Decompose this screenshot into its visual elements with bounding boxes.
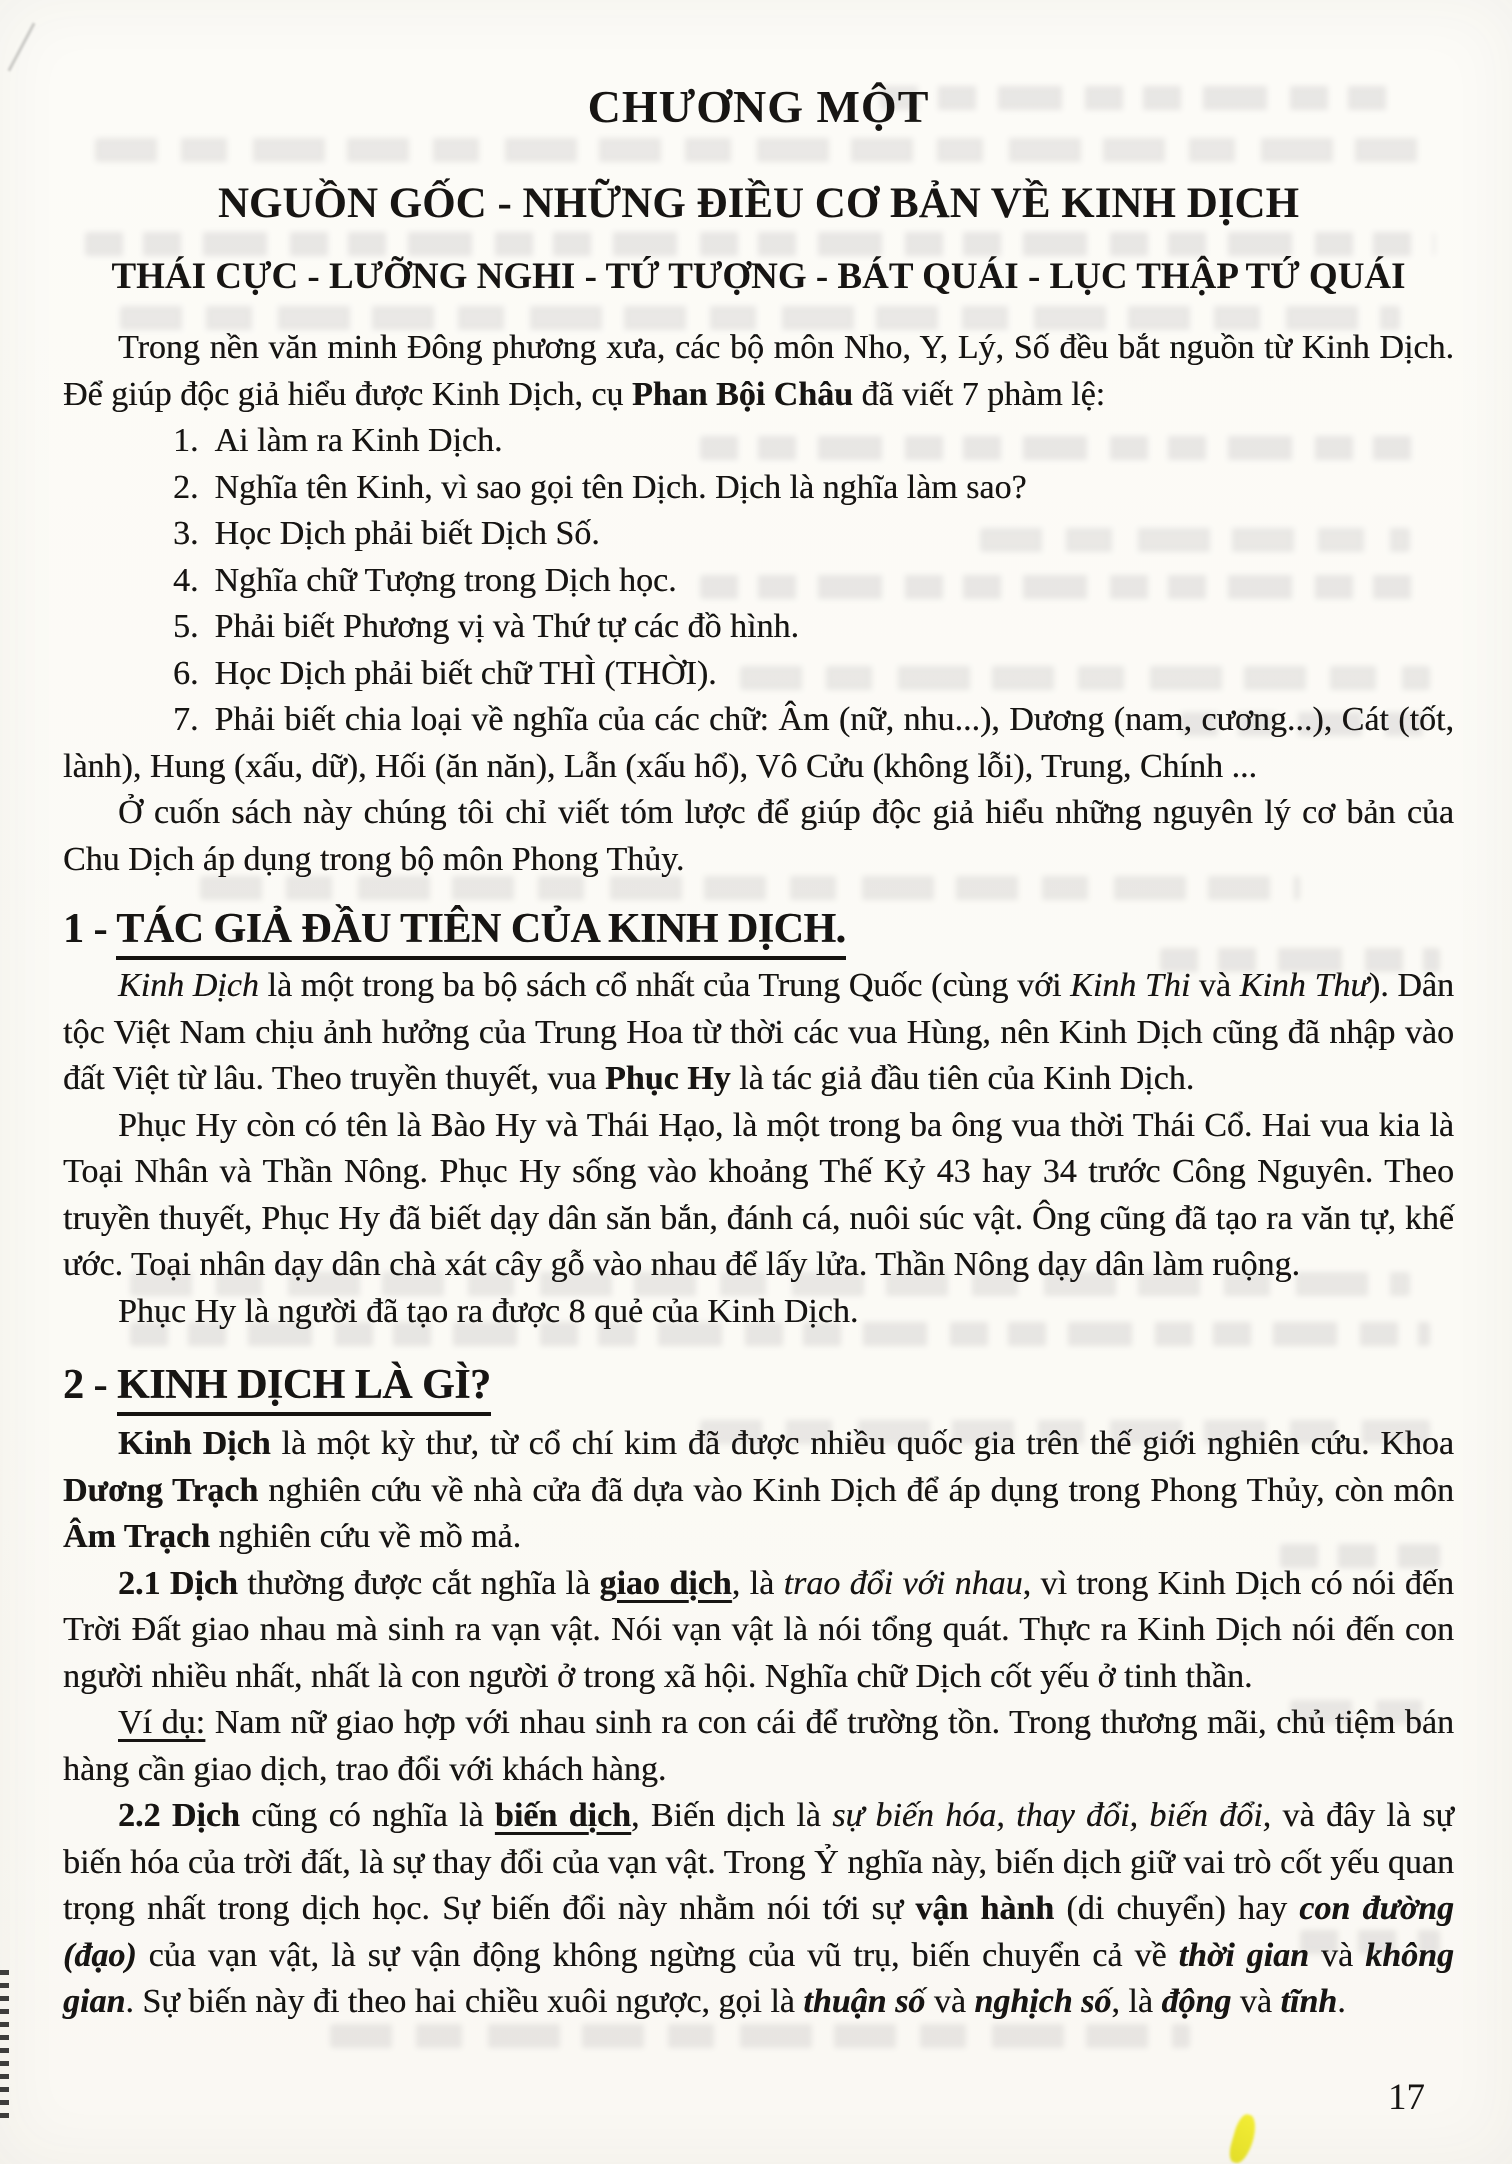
phamle-item-1 (63, 418, 1454, 465)
text-run: nghiên cứu về mồ mả. (210, 1518, 522, 1555)
term-trao-doi-voi-nhau: trao đổi với nhau (783, 1564, 1023, 1602)
term-su-bien-hoa: sự biến hóa, thay đổi, biến đổi, (832, 1797, 1272, 1834)
text-run: nghiên cứu về nhà cửa đã dựa vào Kinh Dịch để áp dụng trong Phong Thủy, còn môn (258, 1471, 1454, 1509)
term-kinh-dich: Kinh Dịch (118, 1425, 271, 1462)
section-title: TÁC GIẢ ĐẦU TIÊN CỦA KINH DỊCH. (116, 906, 845, 960)
section2-paragraph-1 (63, 1421, 1454, 1561)
text-run: thường được cắt nghĩa là (237, 1564, 600, 1602)
term-thoi-gian: thời gian (1178, 1936, 1310, 1974)
term-tinh: tĩnh (1280, 1983, 1338, 2020)
text-run: Nam nữ giao hợp với nhau sinh ra con cái để trường tồn. Trong thương mãi, chủ tiệm bán hàng cần giao dịch, trao đổi với khách hàng. (63, 1704, 1454, 1788)
text-run: ). Dân tộc Việt Nam chịu ảnh hưởng của Trung Hoa từ thời các vua Hùng, nên Kinh Dịch cũng đã nhập vào đất Việt từ lâu. Theo truyền thuyết, vua (63, 967, 1455, 1097)
list-number: 7. (173, 701, 199, 738)
text-run: , là (1111, 1983, 1162, 2020)
term-nghich-so: nghịch số (974, 1983, 1112, 2020)
section-title: KINH DỊCH LÀ GÌ? (117, 1362, 491, 1416)
text-run: là một kỳ thư, từ cổ chí kim đã được nhiều quốc gia trên thế giới nghiên cứu. Khoa (270, 1425, 1454, 1462)
intro-paragraph (63, 325, 1454, 418)
phamle-item-5 (63, 604, 1454, 651)
section-number: 2 - (63, 1362, 117, 1408)
term-phuc-hy: Phục Hy (605, 1060, 731, 1097)
list-number: 2. (173, 468, 199, 506)
term-duong-trach: Dương Trạch (63, 1471, 259, 1509)
text-run: và (925, 1983, 975, 2020)
list-number: 5. (173, 608, 199, 645)
list-number: 4. (173, 561, 199, 599)
section2-paragraph-2-2 (63, 1793, 1454, 2026)
term-phan-boi-chau: Phan Bội Châu (631, 375, 854, 413)
text-run: , Biến dịch là (631, 1797, 833, 1834)
list-number: 6. (173, 654, 199, 692)
text-run: đã viết 7 phàm lệ: (853, 375, 1106, 413)
text-run: và (1231, 1983, 1281, 2020)
list-number: 1. (173, 422, 199, 459)
text-run: là tác giả đầu tiên của Kinh Dịch. (730, 1060, 1195, 1097)
phamle-item-7 (63, 697, 1454, 790)
section1-paragraph-3: Phục Hy là người đã tạo ra được 8 quẻ của Kinh Dịch. (118, 1292, 859, 1330)
term-giao-dich: giao dịch (599, 1564, 732, 1602)
term-2-1-dich: 2.1 Dịch (118, 1564, 238, 1602)
text-run: của vạn vật, là sự vận động không ngừng của vũ trụ, biến chuyển cả về (136, 1936, 1179, 1974)
chapter-title: CHƯƠNG MỘT (587, 81, 930, 132)
phamle-item-2 (63, 465, 1454, 512)
phamle-item-4 (63, 558, 1454, 605)
section-1-heading (63, 905, 1454, 953)
list-text: Phải biết Phương vị và Thứ tự các đồ hình. (214, 608, 799, 645)
page-number: 17 (1388, 2077, 1425, 2118)
section-number: 1 - (63, 906, 117, 952)
text-run: và (1309, 1936, 1366, 1974)
section-2-heading (63, 1361, 1454, 1409)
binding-mark (0, 1970, 9, 2118)
term-am-trach: Âm Trạch (63, 1518, 211, 1555)
list-text: Phải biết chia loại về nghĩa của các chữ: Âm (nữ, nhu...), Dương (nam, cương...), Cát (tốt, lành), Hung (xấu, dữ), Hối (ăn năn), Lẫn (xấu hổ), Vô Cửu (không lỗi), Trung, Chính ... (63, 701, 1454, 785)
term-con-duong-dao: con đường (đạo) (63, 1890, 1454, 1974)
section1-paragraph-1 (63, 963, 1454, 1103)
text-run: là một trong ba bộ sách cổ nhất của Trung Quốc (cùng với (258, 967, 1071, 1004)
list-number: 3. (173, 515, 199, 552)
term-thuan-so: thuận số (803, 1983, 926, 2020)
phamle-item-3 (63, 511, 1454, 558)
term-kinh-dich: Kinh Dịch (118, 967, 259, 1004)
text-run: . Sự biến này đi theo hai chiều xuôi ngược, gọi là (125, 1983, 804, 2020)
section1-paragraph-2: Phục Hy còn có tên là Bào Hy và Thái Hạo, là một trong ba ông vua thời Thái Cổ. Hai vua kia là Toại Nhân và Thần Nông. Phục Hy sống vào khoảng Thế Kỷ 43 hay 34 trước Công Nguyên. Theo truyền thuyết, Phục Hy đã biết dạy dân săn bắn, đánh cá, nuôi súc vật. Ông cũng đã tạo ra văn tự, khế ước. Toại nhân dạy dân chà xát cây gỗ vào nhau để lấy lửa. Thần Nông dạy dân làm ruộng. (63, 1106, 1454, 1283)
list-text: Nghĩa tên Kinh, vì sao gọi tên Dịch. Dịch là nghĩa làm sao? (214, 468, 1027, 506)
term-kinh-thi: Kinh Thi (1070, 967, 1191, 1004)
example-paragraph (63, 1700, 1454, 1793)
term-van-hanh: vận hành (915, 1890, 1055, 1927)
text-run: , vì trong Kinh Dịch có nói đến Trời Đất giao nhau mà sinh ra vạn vật. Nói vạn vật là nói tổng quát. Thực ra Kinh Dịch nói đến con người nhiều nhất, nhất là con người ở trong xã hội. Nghĩa chữ Dịch cốt yếu ở tinh thần. (63, 1564, 1454, 1695)
text-run: và đây là sự biến hóa của trời đất, là sự thay đổi của vạn vật. Trong Ỷ nghĩa này, biến dịch giữ vai trò cốt yếu quan trọng nhất trong dịch học. Sự biến đổi này nhằm nói tới sự (63, 1797, 1454, 1927)
term-2-2-dich: 2.2 Dịch (118, 1797, 240, 1834)
text-run: . (1337, 1983, 1346, 2020)
chapter-subtitle-line1: NGUỒN GỐC - NHỮNG ĐIỀU CƠ BẢN VỀ KINH DỊCH (217, 180, 1300, 227)
chapter-subtitle-line2: THÁI CỰC - LƯỠNG NGHI - TỨ TƯỢNG - BÁT QUÁI - LỤC THẬP TỨ QUÁI (111, 256, 1406, 297)
list-text: Nghĩa chữ Tượng trong Dịch học. (214, 561, 677, 599)
list-text: Ai làm ra Kinh Dịch. (214, 422, 503, 459)
text-run: Trong nền văn minh Đông phương xưa, các bộ môn Nho, Y, Lý, Số đều bắt nguồn từ Kinh Dịch. Để giúp độc giả hiểu được Kinh Dịch, cụ (63, 329, 1454, 413)
highlighter-mark (1226, 2112, 1259, 2164)
list-text: Học Dịch phải biết chữ THÌ (THỜI). (214, 654, 717, 692)
text-run: và (1190, 967, 1240, 1004)
bleed-through-artifact (330, 2024, 1190, 2048)
section2-paragraph-2-1 (63, 1561, 1454, 1701)
term-bien-dich: biến dịch (494, 1797, 631, 1834)
intro-closing-paragraph: Ở cuốn sách này chúng tôi chỉ viết tóm lược để giúp độc giả hiểu những nguyên lý cơ bản của Chu Dịch áp dụng trong bộ môn Phong Thủy. (63, 794, 1454, 878)
term-kinh-thu: Kinh Thư (1239, 967, 1369, 1004)
term-khong-gian: không gian (63, 1936, 1455, 2020)
phamle-item-6 (63, 651, 1454, 698)
list-text: Học Dịch phải biết Dịch Số. (214, 515, 600, 552)
text-run: (di chuyển) hay (1054, 1890, 1300, 1927)
term-dong: động (1161, 1983, 1232, 2020)
label-vi-du: Ví dụ: (118, 1704, 206, 1741)
text-run: , là (731, 1564, 784, 1602)
text-run: cũng có nghĩa là (239, 1797, 495, 1834)
